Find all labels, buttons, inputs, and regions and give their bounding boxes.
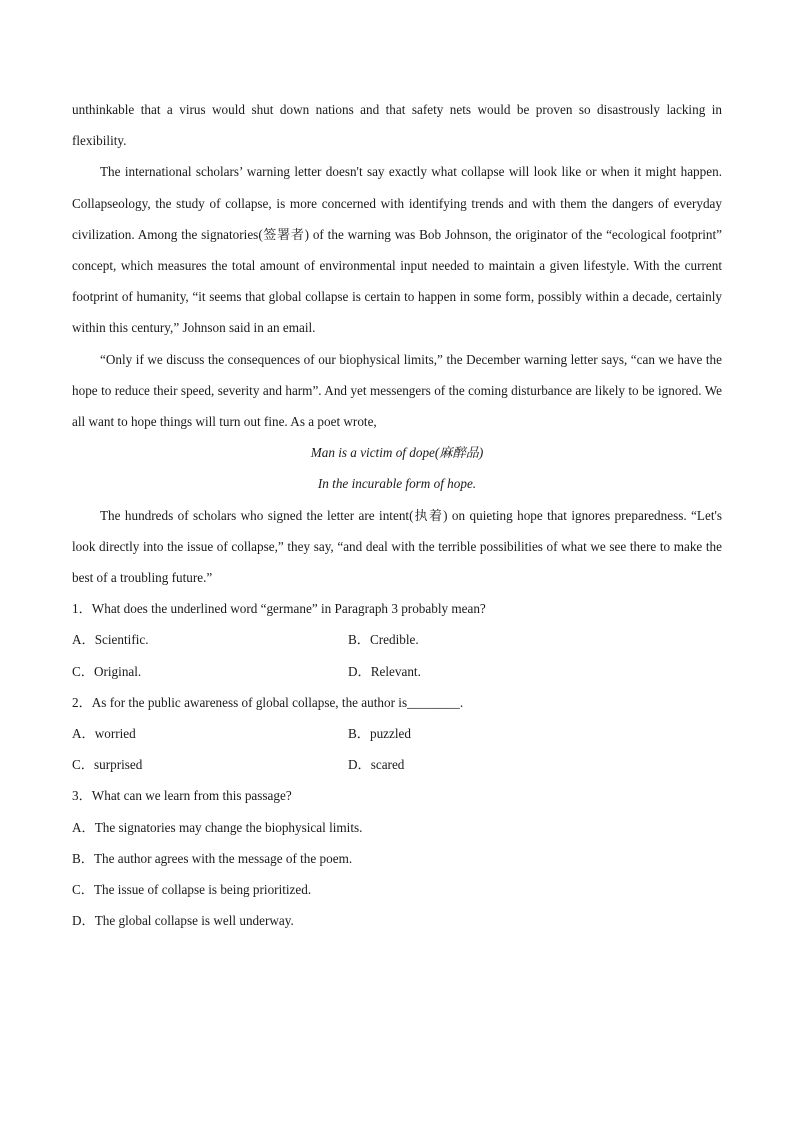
option-c: C．Original. — [72, 663, 142, 679]
option-row — [72, 624, 722, 655]
option-d: D．Relevant. — [348, 663, 421, 679]
passage-paragraph-4: The hundreds of scholars who signed the letter are intent(执着) on quieting hope that ignores preparedness. “Let's look directly into the issue of collapse,” they say, “and deal with the terrible possibilities of what we see there to make the best of a troubling future.” — [72, 507, 722, 586]
passage-paragraph-1: unthinkable that a virus would shut down nations and that safety nets would be proven so disastrously lacking in flexibility. — [72, 102, 722, 149]
option-b: B．puzzled — [348, 726, 411, 742]
question-1 — [72, 593, 722, 687]
question-stem: 2．As for the public awareness of global collapse, the author is________. — [72, 694, 464, 710]
option-b: B．The author agrees with the message of the poem. — [72, 850, 353, 866]
option-d: D．scared — [348, 757, 405, 773]
question-stem: 3．What can we learn from this passage? — [72, 788, 292, 804]
option-row — [72, 656, 722, 687]
option-row — [72, 718, 722, 749]
passage-paragraph-2: The international scholars’ warning letter doesn't say exactly what collapse will look like or when it might happen. Collapseology, the study of collapse, is more concerned with identifying trends and with them the dangers of everyday civilization. Among the signatories(签署者) of the warning was Bob Johnson, the originator of the “ecological footprint” concept, which measures the total amount of environmental input needed to maintain a given lifestyle. With the current footprint of humanity, “it seems that global collapse is certain to happen in some form, possibly within a decade, certainly within this century,” Johnson said in an email. — [72, 164, 722, 336]
option-a: A．worried — [72, 726, 136, 742]
option-c: C．surprised — [72, 757, 143, 773]
option-b: B．Credible. — [348, 632, 419, 648]
question-2 — [72, 687, 722, 781]
question-stem: 1．What does the underlined word “germane” in Paragraph 3 probably mean? — [72, 601, 486, 617]
option-a: A．The signatories may change the biophysical limits. — [72, 819, 363, 835]
question-3 — [72, 780, 722, 936]
option-d: D．The global collapse is well underway. — [72, 913, 294, 929]
poem-line-2: In the incurable form of hope. — [317, 476, 477, 492]
option-a: A．Scientific. — [72, 632, 149, 648]
option-c: C．The issue of collapse is being prioritized. — [72, 882, 312, 898]
document-page — [72, 94, 722, 936]
passage-paragraph-3: “Only if we discuss the consequences of our biophysical limits,” the December warning letter says, “can we have the hope to reduce their speed, severity and harm”. And yet messengers of the coming disturbance are likely to be ignored. We all want to hope things will turn out fine. As a poet wrote, — [72, 351, 722, 430]
option-row — [72, 749, 722, 780]
poem-line-1: Man is a victim of dope(麻醉品) — [310, 445, 484, 461]
